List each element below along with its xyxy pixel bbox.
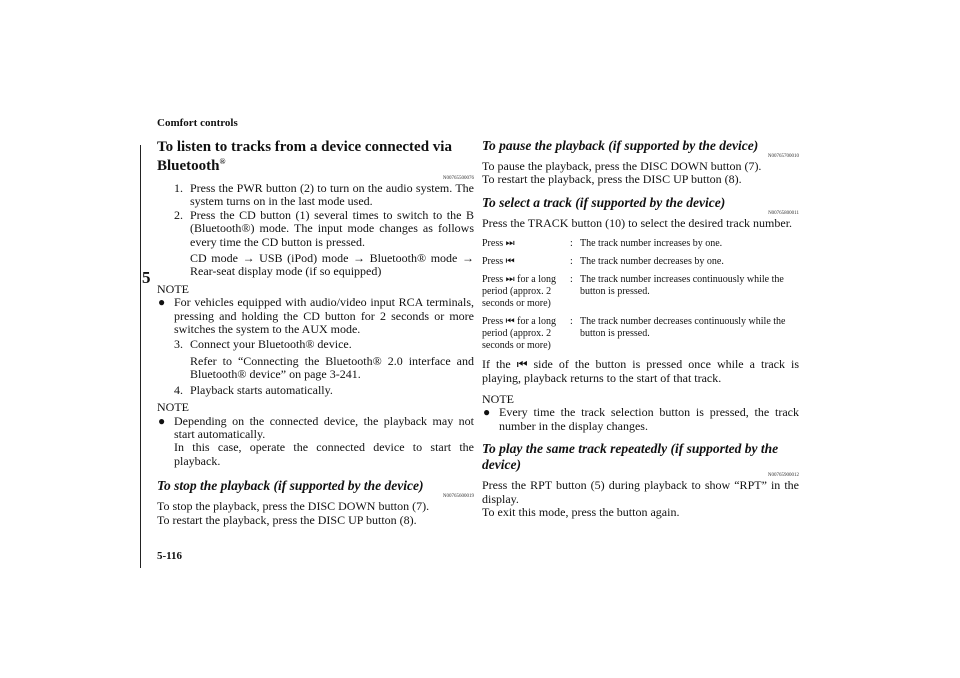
step-item (157, 182, 474, 209)
body-text: To exit this mode, press the button again. (482, 505, 680, 520)
reference-code: N00765500076 (442, 176, 474, 181)
reference-code: N00765900012 (767, 473, 799, 479)
table-key: Press ⏮ (482, 256, 515, 268)
bullet-icon: ● (158, 295, 166, 310)
note-label: NOTE (157, 281, 189, 296)
step-number: 2. (174, 207, 183, 222)
reference-code: N00765800011 (768, 210, 799, 216)
subsection-title: To play the same track repeatedly (if supported by the device) (482, 441, 779, 473)
note-label: NOTE (157, 400, 189, 415)
chapter-number: 5 (142, 268, 151, 287)
mode-sequence: CD mode → USB (iPod) mode → Bluetooth® mode → Rear-seat display mode (if so equipped) (190, 251, 474, 279)
note-text: For vehicles equipped with audio/video input RCA terminals, pressing and holding the CD button for 2 seconds or more switches the system to the AUX mode. (174, 295, 474, 337)
body-text: To restart the playback, press the DISC UP button (8). (157, 512, 417, 527)
note-bullet (157, 296, 474, 336)
step-item (157, 384, 474, 397)
body-text: If the ⏮ side of the button is pressed once while a track is playing, playback returns to the start of that track. (482, 357, 799, 385)
note-bullet (157, 415, 474, 469)
note-block (482, 393, 799, 433)
subsection-title: To select a track (if supported by the device) (482, 194, 726, 210)
note-text: In this case, operate the connected device to start the playback. (174, 440, 474, 468)
subsection-title: To stop the playback (if supported by the device) (157, 478, 424, 494)
step-number: 4. (174, 382, 183, 397)
bullet-icon: ● (483, 405, 491, 420)
note-label: NOTE (482, 392, 514, 407)
step-number: 3. (174, 337, 183, 352)
table-row (482, 274, 799, 316)
body-text: To restart the playback, press the DISC UP button (8). (482, 172, 742, 187)
note-bullet (482, 406, 799, 433)
reference-code: N00765700010 (767, 154, 799, 159)
right-column (482, 138, 799, 519)
step-text: Playback starts automatically. (190, 382, 333, 397)
table-colon: : (570, 256, 573, 268)
table-key: Press ⏭ for a long period (approx. 2 seconds or more) (482, 274, 556, 310)
table-colon: : (570, 238, 573, 250)
table-desc: The track number increases continuously while the button is pressed. (580, 274, 784, 298)
table-desc: The track number decreases by one. (580, 256, 724, 268)
body-text: Press the TRACK button (10) to select the desired track number. (482, 215, 793, 230)
note-text: Depending on the connected device, the playback may not start automatically. (174, 413, 474, 441)
table-desc: The track number increases by one. (580, 238, 723, 250)
page-number: 5-116 (157, 550, 183, 562)
page-reference: Refer to “Connecting the Bluetooth® 2.0 interface and Bluetooth® device” on page 3-241. (190, 353, 474, 382)
step-item (157, 209, 474, 249)
step-item (157, 338, 474, 351)
left-column (157, 138, 474, 527)
step-text: Connect your Bluetooth® device. (190, 337, 352, 352)
table-row (482, 238, 799, 256)
body-text: Press the RPT button (5) during playback to show “RPT” in the display. (482, 478, 799, 506)
reference-code: N00765600019 (442, 494, 474, 500)
registered-mark: ® (219, 157, 226, 166)
step-text: Press the CD button (1) several times to switch to the B (Bluetooth®) mode. The input mode changes as follows every time the CD button is pressed. (190, 207, 474, 249)
section-title (157, 138, 474, 176)
note-block (157, 283, 474, 337)
bullet-icon: ● (158, 413, 166, 428)
section-header: Comfort controls (157, 117, 238, 129)
step-text: Press the PWR button (2) to turn on the audio system. The system turns on in the last mode used. (190, 181, 474, 209)
section-title-text: To listen to tracks from a device connected via Bluetooth (157, 139, 452, 174)
note-block (157, 401, 474, 468)
body-text: To pause the playback, press the DISC DOWN button (7). (482, 159, 762, 173)
subsection-title: To pause the playback (if supported by the device) (482, 138, 759, 153)
table-row (482, 256, 799, 274)
body-text: To stop the playback, press the DISC DOWN button (7). (157, 499, 430, 514)
table-row (482, 316, 799, 358)
note-text: Every time the track selection button is pressed, the track number in the display changes. (499, 405, 799, 433)
table-key: Press ⏭ (482, 238, 515, 250)
table-colon: : (570, 316, 573, 328)
step-number: 1. (174, 181, 183, 195)
table-key: Press ⏮ for a long period (approx. 2 seconds or more) (482, 316, 556, 352)
track-button-table (482, 238, 799, 358)
table-colon: : (570, 274, 573, 286)
table-desc: The track number decreases continuously while the button is pressed. (580, 316, 786, 340)
chapter-divider (140, 145, 141, 568)
